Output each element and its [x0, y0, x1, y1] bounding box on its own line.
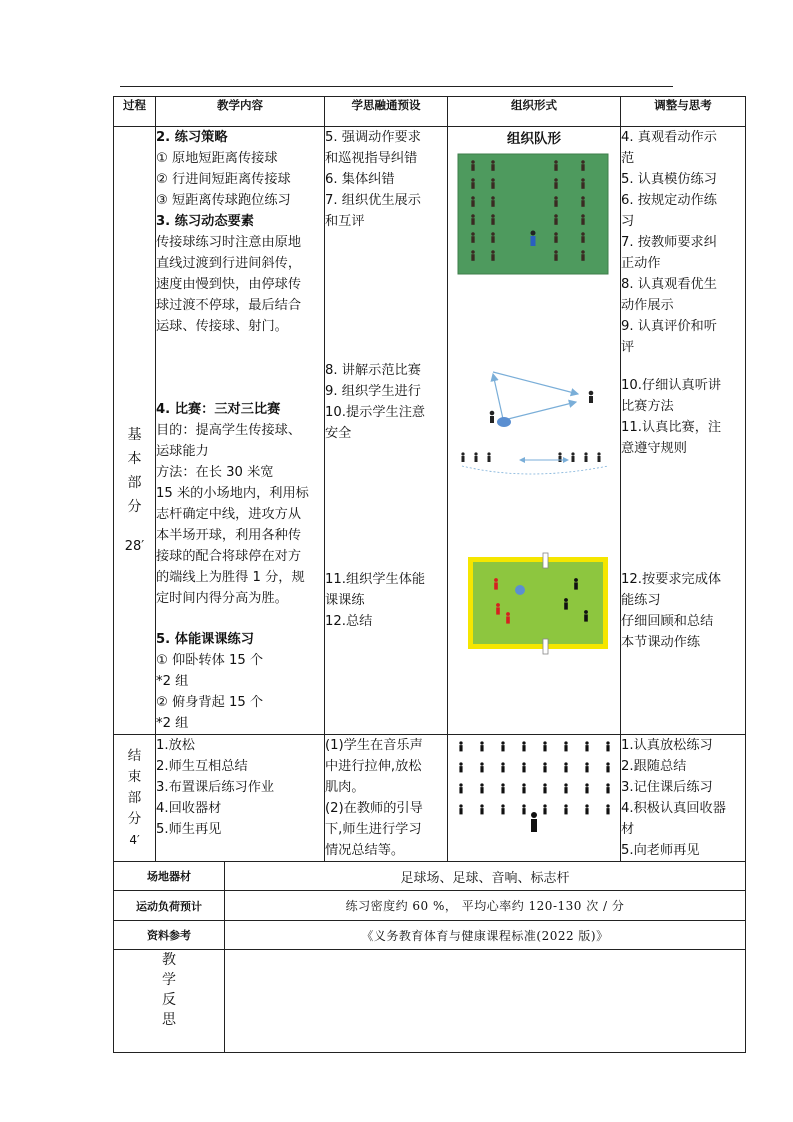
reflection-row: [114, 950, 746, 1053]
player-figure: [471, 160, 475, 171]
basic-stage-cell: [114, 127, 156, 735]
end-time: 4′: [129, 832, 140, 847]
player-figure: [491, 232, 495, 243]
venue-row: [114, 862, 746, 891]
end-preset-line: 情况总结等。: [325, 843, 405, 858]
content-line: 2. 练习策略: [156, 130, 228, 145]
venue-label: 场地器材: [114, 862, 225, 891]
end-content-line: 4.回收器材: [156, 801, 222, 816]
student-figure: [564, 783, 567, 793]
content-line: 定时间内得分高为胜。: [156, 591, 288, 606]
student-figure: [480, 741, 483, 751]
red-player-icon: [496, 603, 500, 615]
student-figure: [606, 783, 609, 793]
preset-block-match: [325, 360, 447, 444]
player-figure: [471, 232, 475, 243]
adjust-line: 9. 认真评价和听: [621, 319, 717, 334]
student-figure: [522, 762, 525, 772]
player-figure: [581, 250, 585, 261]
student-figure: [501, 804, 504, 814]
preset-line: 12.总结: [325, 614, 373, 629]
player-figure: [491, 214, 495, 225]
end-preset-line: 中进行拉伸,放松: [325, 759, 422, 774]
player-figure: [491, 196, 495, 207]
student-figure: [459, 804, 462, 814]
adjust-block-match: [621, 375, 745, 459]
load-row: [114, 891, 746, 921]
stage-char: 分: [127, 498, 142, 515]
student-figure: [501, 741, 504, 751]
ball-icon: [515, 585, 525, 595]
content-line: 传接球练习时注意由原地: [156, 235, 302, 250]
player-icon: [597, 452, 600, 462]
adjust-line: 比赛方法: [621, 399, 674, 414]
player-icon: [589, 391, 594, 403]
basic-preset-cell: [325, 127, 448, 735]
preset-line: 7. 组织优生展示: [325, 193, 421, 208]
player-figure: [554, 214, 558, 225]
content-line: 方法：在长 30 米宽: [156, 465, 274, 480]
basic-part-row: [114, 127, 746, 735]
stage-char: 基: [127, 426, 142, 443]
end-preset-line: 肌肉。: [325, 780, 365, 795]
student-figure: [459, 762, 462, 772]
player-icon: [571, 452, 574, 462]
header-rule: [120, 86, 673, 87]
student-figure: [501, 783, 504, 793]
content-line: 运球、传接球、射门。: [156, 319, 288, 334]
reflection-char: 教: [162, 952, 176, 968]
end-adjust-line: 4.积极认真回收器: [621, 801, 726, 816]
basic-adjust-cell: [621, 127, 746, 735]
content-line: *2 组: [156, 674, 189, 689]
reference-label: 资料参考: [114, 921, 225, 950]
black-player-icon: [574, 578, 578, 590]
player-figure: [581, 160, 585, 171]
adjust-line: 10.仔细认真听讲: [621, 378, 722, 393]
student-figure: [543, 741, 546, 751]
reflection-content-cell: [225, 950, 746, 1053]
black-player-icon: [584, 610, 588, 622]
end-content-cell: [156, 735, 325, 862]
ball-icon: [497, 417, 511, 427]
end-content-line: 2.师生互相总结: [156, 759, 248, 774]
teacher-figure: [531, 812, 537, 832]
content-line: 球过渡不停球，最后结合: [156, 298, 302, 313]
player-figure: [471, 214, 475, 225]
adjust-line: 正动作: [621, 256, 661, 271]
stage-char: 束: [127, 768, 142, 785]
end-adjust-cell: [621, 735, 746, 862]
lesson-plan-table: [113, 96, 746, 1053]
player-figure: [471, 250, 475, 261]
student-figure: [585, 741, 588, 751]
student-figure: [606, 804, 609, 814]
player-figure: [554, 250, 558, 261]
player-figure: [581, 214, 585, 225]
black-player-icon: [564, 598, 568, 610]
content-block-practice: [156, 127, 324, 337]
student-figure: [543, 783, 546, 793]
student-figure: [543, 762, 546, 772]
end-preset-line: 下,师生进行学习: [325, 822, 422, 837]
adjust-line: 5. 认真模仿练习: [621, 172, 717, 187]
student-figure: [564, 762, 567, 772]
end-stage-cell: [114, 735, 156, 862]
player-figure: [581, 178, 585, 189]
player-icon: [487, 452, 490, 462]
end-adjust-line: 材: [621, 822, 635, 837]
stage-char: 分: [127, 810, 142, 827]
adjust-line: 8. 认真观看优生: [621, 277, 717, 292]
end-part-row: [114, 735, 746, 862]
load-value: 练习密度约 60 %， 平均心率约 120-130 次 / 分: [225, 891, 746, 921]
adjust-line: 仔细回顾和总结: [621, 614, 714, 629]
reflection-char: 反: [162, 992, 176, 1008]
end-preset-cell: [325, 735, 448, 862]
venue-value: 足球场、足球、音响、标志杆: [225, 862, 746, 891]
content-line: 本半场开球，利用各种传: [156, 528, 302, 543]
adjust-line: 11.认真比赛，注: [621, 420, 722, 435]
preset-block-fitness: [325, 569, 447, 632]
student-figure: [522, 783, 525, 793]
triangle-pass-diagram: [448, 364, 619, 444]
header-preset: 学思融通预设: [325, 97, 448, 127]
content-line: 志杆确定中线，进攻方从: [156, 507, 302, 522]
reference-value: 《义务教育体育与健康课程标准(2022 版)》: [225, 921, 746, 950]
organization-title: 组织队形: [507, 131, 561, 147]
content-block-fitness: [156, 629, 324, 734]
content-block-match: [156, 399, 324, 609]
player-line-left: [461, 452, 490, 462]
reflection-char: 思: [162, 1012, 176, 1028]
player-figure: [581, 232, 585, 243]
student-figure: [564, 804, 567, 814]
load-label: 运动负荷预计: [114, 891, 225, 921]
player-line-right: [558, 452, 600, 462]
student-figure: [459, 741, 462, 751]
content-line: 3. 练习动态要素: [156, 214, 254, 229]
adjust-line: 本节课动作练: [621, 635, 701, 650]
end-organization-cell: [448, 735, 621, 862]
content-line: 速度由慢到快，由停球传: [156, 277, 302, 292]
player-figure: [554, 196, 558, 207]
goal-top: [543, 553, 548, 568]
preset-line: 5. 强调动作要求: [325, 130, 421, 145]
end-adjust-line: 2.跟随总结: [621, 759, 687, 774]
student-figure: [606, 741, 609, 751]
reference-row: [114, 921, 746, 950]
adjust-line: 6. 按规定动作练: [621, 193, 717, 208]
table-header-row: [114, 97, 746, 127]
player-figure: [471, 178, 475, 189]
player-figure: [554, 232, 558, 243]
teacher-figure: [531, 231, 536, 247]
basic-content-cell: [156, 127, 325, 735]
student-figure: [480, 783, 483, 793]
content-line: 的端线上为胜得 1 分，规: [156, 570, 305, 585]
stage-char: 结: [127, 747, 142, 764]
adjust-line: 范: [621, 151, 635, 166]
end-formation-diagram: [448, 735, 619, 845]
preset-block-practice: [325, 127, 447, 232]
end-preset-line: (2)在教师的引导: [325, 801, 423, 816]
reflection-label-cell: [114, 950, 225, 1053]
header-adjust: 调整与思考: [621, 97, 746, 127]
stage-char: 部: [127, 789, 142, 806]
content-line: 直线过渡到行进间斜传，: [156, 256, 302, 271]
content-line: 运球能力: [156, 444, 209, 459]
pass-arrow: [493, 374, 503, 419]
stage-char: 本: [127, 450, 142, 467]
basic-time: 28′: [124, 538, 145, 554]
preset-line: 安全: [325, 426, 352, 441]
player-figure: [491, 250, 495, 261]
student-figure: [543, 804, 546, 814]
player-icon: [490, 411, 495, 423]
small-field-diagram: [448, 550, 619, 660]
preset-line: 11.组织学生体能: [325, 572, 426, 587]
adjust-line: 评: [621, 340, 635, 355]
content-line: ② 俯身背起 15 个: [156, 695, 264, 710]
line-pass-diagram: [448, 444, 619, 484]
adjust-line: 能练习: [621, 593, 661, 608]
reflection-char: 学: [162, 972, 176, 988]
preset-line: 和巡视指导纠错: [325, 151, 418, 166]
content-line: ② 行进间短距离传接球: [156, 172, 291, 187]
end-content-line: 1.放松: [156, 738, 195, 753]
adjust-line: 习: [621, 214, 635, 229]
content-line: 15 米的小场地内，利用标: [156, 486, 309, 501]
player-figure: [471, 196, 475, 207]
goal-bottom: [543, 639, 548, 654]
student-figure: [522, 804, 525, 814]
player-figure: [491, 160, 495, 171]
end-adjust-line: 5.向老师再见: [621, 843, 700, 858]
player-figure: [554, 178, 558, 189]
red-player-icon: [494, 578, 498, 590]
preset-line: 10.提示学生注意: [325, 405, 426, 420]
player-icon: [461, 452, 464, 462]
field-grass: [473, 562, 603, 644]
adjust-line: 12.按要求完成体: [621, 572, 722, 587]
student-figure: [522, 741, 525, 751]
end-content-line: 3.布置课后练习作业: [156, 780, 275, 795]
student-figure: [606, 762, 609, 772]
end-content-line: 5.师生再见: [156, 822, 222, 837]
adjust-line: 7. 按教师要求纠: [621, 235, 717, 250]
basic-organization-cell: [448, 127, 621, 735]
end-adjust-line: 3.记住课后练习: [621, 780, 713, 795]
preset-line: 6. 集体纠错: [325, 172, 395, 187]
student-figure: [459, 783, 462, 793]
student-grid: [459, 741, 609, 814]
player-icon: [584, 452, 587, 462]
header-process: 过程: [114, 97, 156, 127]
player-icon: [558, 452, 561, 462]
run-path: [462, 466, 608, 474]
adjust-block-practice: [621, 127, 745, 358]
preset-line: 和互评: [325, 214, 365, 229]
content-line: ③ 短距离传球跑位练习: [156, 193, 291, 208]
preset-line: 8. 讲解示范比赛: [325, 363, 421, 378]
adjust-line: 动作展示: [621, 298, 674, 313]
student-figure: [501, 762, 504, 772]
adjust-line: 4. 真观看动作示: [621, 130, 717, 145]
header-organization: 组织形式: [448, 97, 621, 127]
pass-arrow: [508, 402, 576, 419]
header-content: 教学内容: [156, 97, 325, 127]
student-figure: [480, 804, 483, 814]
student-figure: [585, 804, 588, 814]
formation-diagram: [448, 150, 619, 280]
preset-line: 课课练: [325, 593, 365, 608]
red-player-icon: [506, 612, 510, 624]
end-adjust-line: 1.认真放松练习: [621, 738, 713, 753]
student-figure: [585, 783, 588, 793]
player-icon: [474, 452, 477, 462]
student-figure: [564, 741, 567, 751]
adjust-block-fitness: [621, 569, 745, 653]
content-line: 4. 比赛：三对三比赛: [156, 402, 281, 417]
content-line: ① 仰卧转体 15 个: [156, 653, 264, 668]
student-figure: [585, 762, 588, 772]
content-line: 目的：提高学生传接球、: [156, 423, 302, 438]
pass-arrow: [493, 372, 578, 394]
stage-char: 部: [127, 474, 142, 491]
content-line: *2 组: [156, 716, 189, 731]
player-figure: [491, 178, 495, 189]
student-figure: [480, 762, 483, 772]
content-line: ① 原地短距离传接球: [156, 151, 278, 166]
player-figure: [554, 160, 558, 171]
content-line: 接球的配合将球停在对方: [156, 549, 302, 564]
preset-line: 9. 组织学生进行: [325, 384, 421, 399]
grass-field: [458, 154, 608, 274]
content-line: 5. 体能课课练习: [156, 632, 254, 647]
end-preset-line: (1)学生在音乐声: [325, 738, 423, 753]
player-figure: [581, 196, 585, 207]
adjust-line: 意遵守规则: [621, 441, 687, 456]
